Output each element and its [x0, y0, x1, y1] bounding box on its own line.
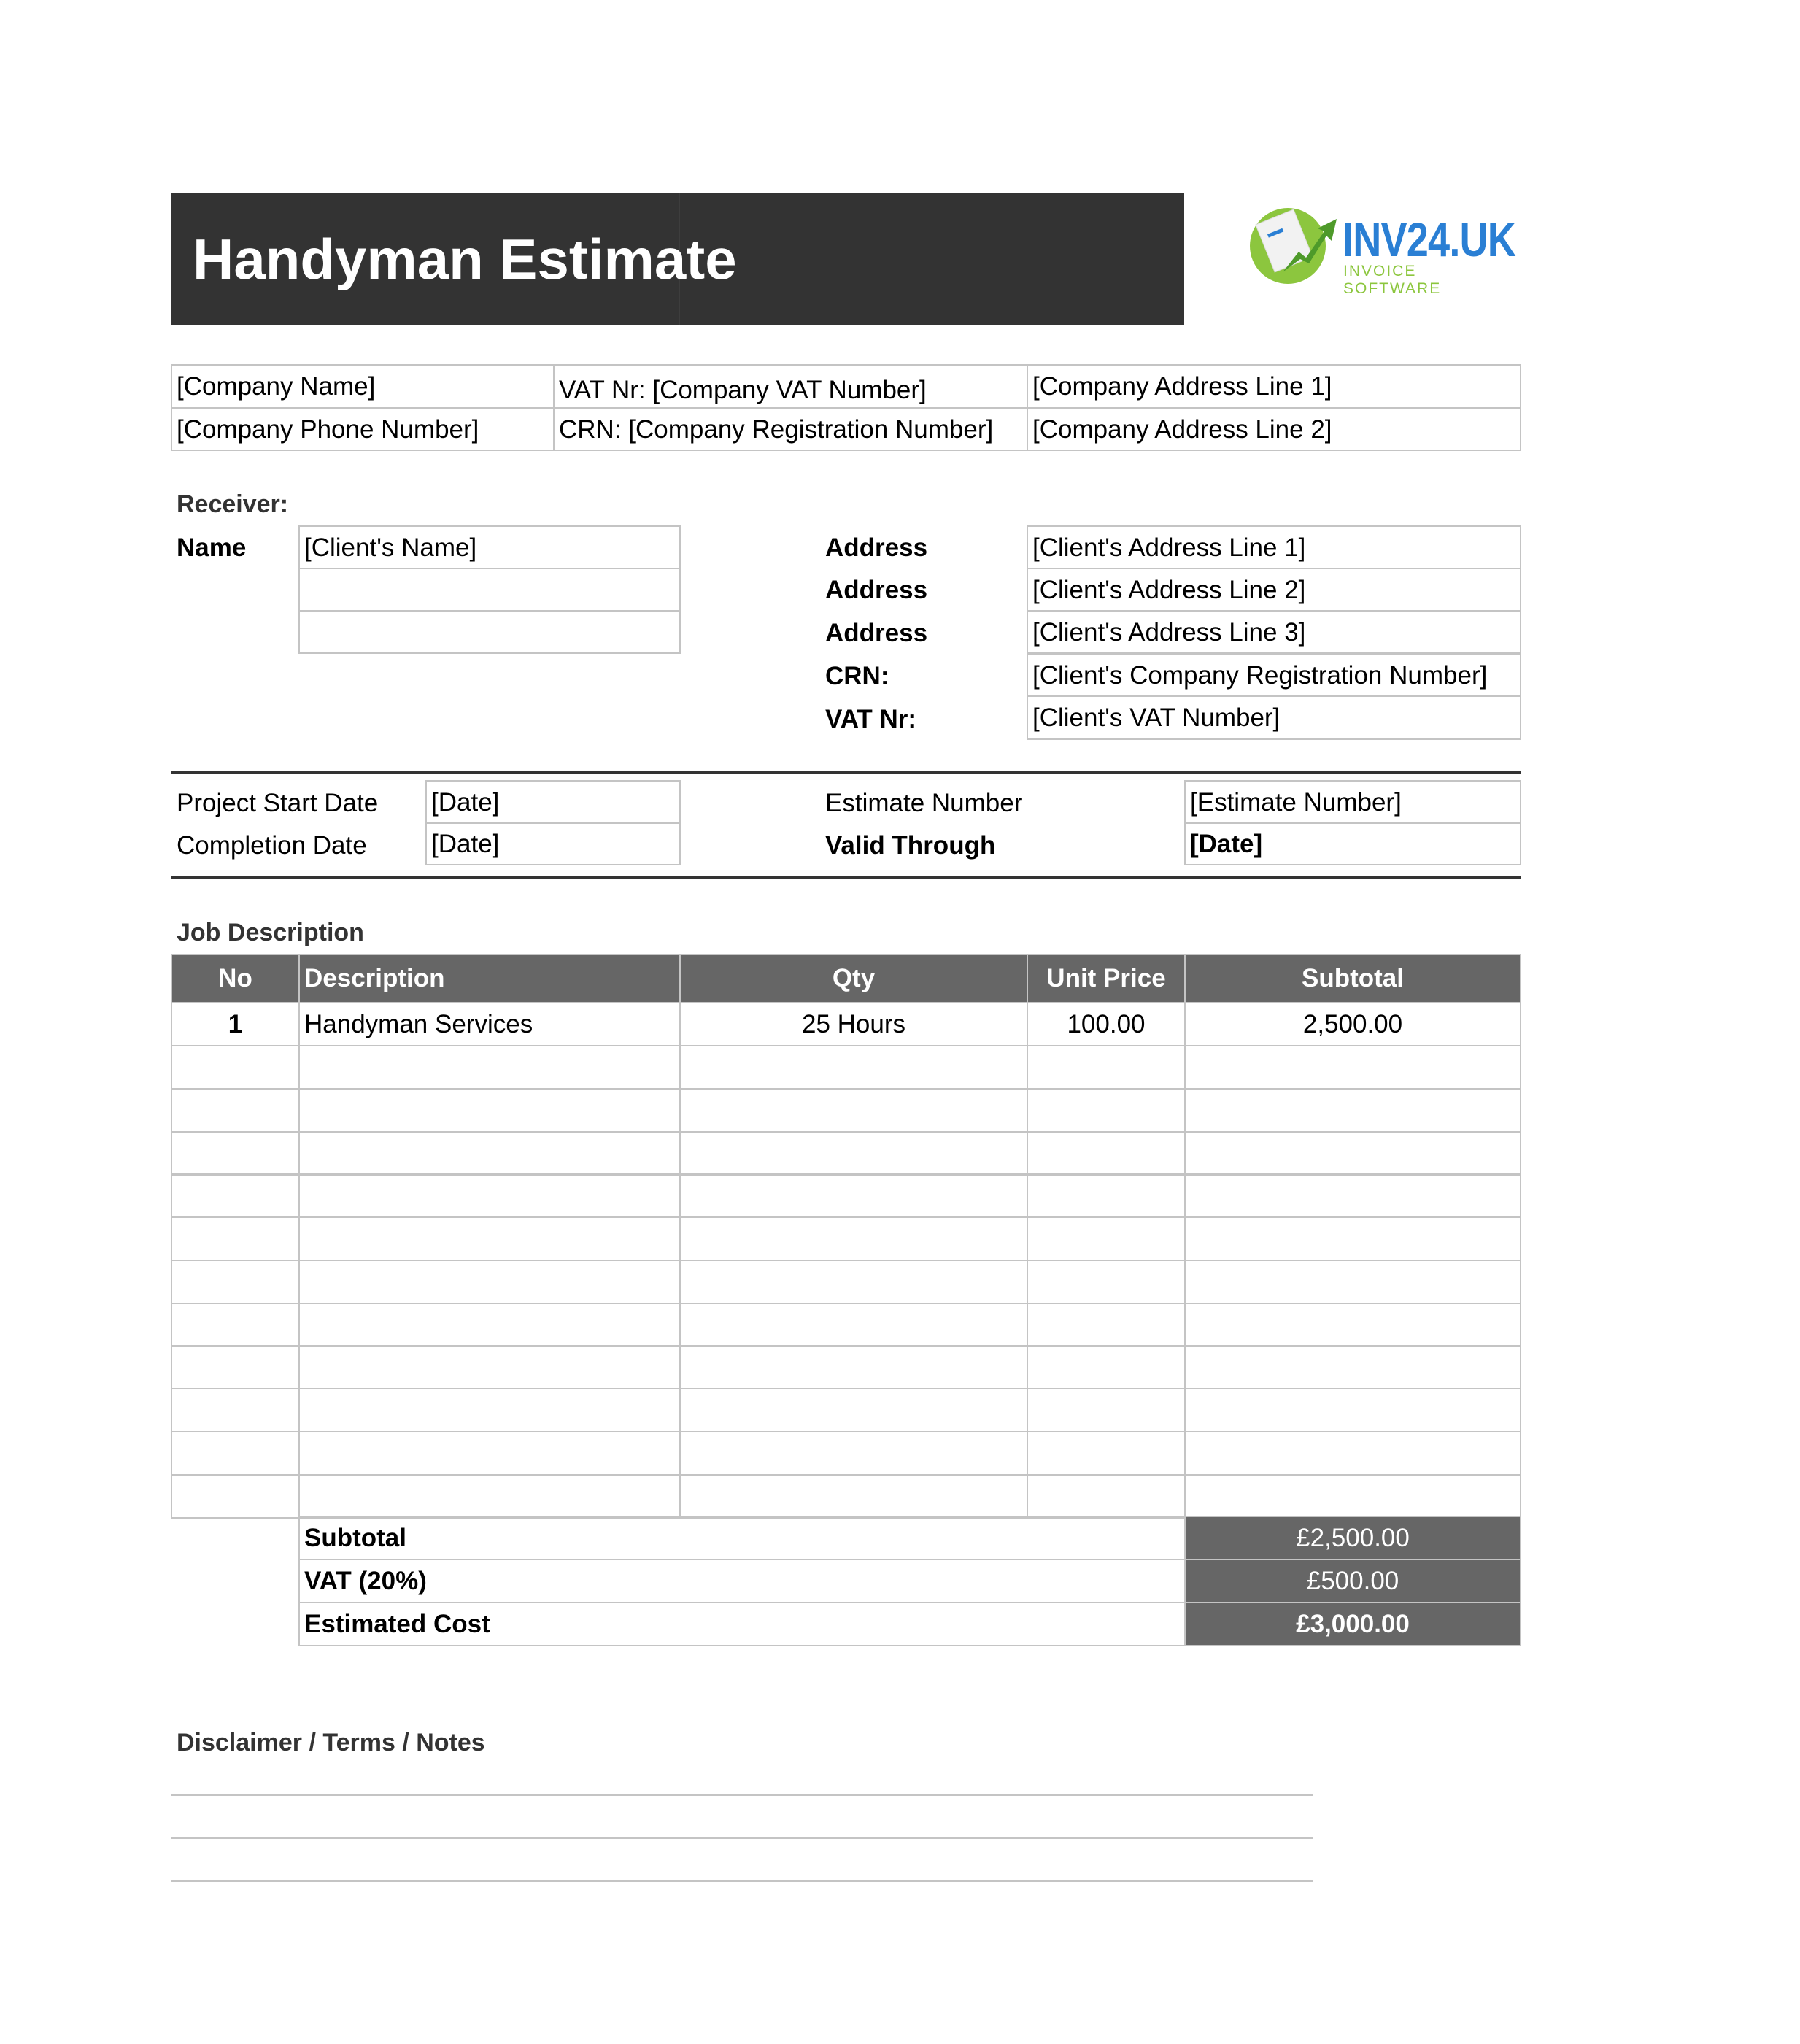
- empty-cell[interactable]: [679, 1045, 1028, 1090]
- empty-cell[interactable]: [1184, 1131, 1521, 1176]
- empty-cell[interactable]: [1184, 1345, 1521, 1389]
- client-address-line-1-field[interactable]: [Client's Address Line 1]: [1027, 525, 1521, 569]
- notes-heading: Disclaimer / Terms / Notes: [177, 1729, 485, 1756]
- empty-cell[interactable]: [1027, 1388, 1186, 1432]
- empty-cell[interactable]: [1184, 1260, 1521, 1304]
- logo-tagline: INVOICE SOFTWARE: [1343, 263, 1442, 297]
- notes-line[interactable]: [171, 1837, 1313, 1839]
- empty-cell[interactable]: [1184, 1431, 1521, 1476]
- page-title: Handyman Estimate: [193, 227, 737, 291]
- receiver-name-label: Name: [177, 533, 247, 562]
- subtotal-label: Subtotal: [298, 1516, 1186, 1560]
- estimated-cost-label: Estimated Cost: [298, 1602, 1186, 1646]
- empty-cell[interactable]: [1027, 1303, 1186, 1347]
- client-address-label: Address: [825, 533, 928, 562]
- section-divider: [171, 876, 1521, 879]
- row-unit-price[interactable]: 100.00: [1027, 1002, 1186, 1046]
- empty-cell[interactable]: [171, 1474, 300, 1519]
- logo-name: INV24.UK: [1343, 212, 1516, 266]
- client-vat-label: VAT Nr:: [825, 705, 917, 733]
- empty-cell[interactable]: [298, 1131, 681, 1176]
- client-vat-field[interactable]: [Client's VAT Number]: [1027, 695, 1521, 740]
- client-name-extra-field[interactable]: [298, 568, 681, 612]
- empty-cell[interactable]: [1184, 1173, 1521, 1218]
- row-subtotal[interactable]: 2,500.00: [1184, 1002, 1521, 1046]
- empty-cell[interactable]: [679, 1303, 1028, 1347]
- row-no[interactable]: 1: [171, 1002, 300, 1046]
- empty-cell[interactable]: [679, 1088, 1028, 1133]
- empty-cell[interactable]: [298, 1388, 681, 1432]
- empty-cell[interactable]: [171, 1303, 300, 1347]
- empty-cell[interactable]: [298, 1173, 681, 1218]
- empty-cell[interactable]: [1184, 1088, 1521, 1133]
- row-qty[interactable]: 25 Hours: [679, 1002, 1028, 1046]
- vat-value: £500.00: [1184, 1559, 1521, 1603]
- empty-cell[interactable]: [1027, 1131, 1186, 1176]
- client-address-label: Address: [825, 576, 928, 604]
- empty-cell[interactable]: [298, 1345, 681, 1389]
- empty-cell[interactable]: [298, 1045, 681, 1090]
- company-name: [Company Name]: [171, 364, 555, 409]
- column-header-no: No: [171, 954, 300, 1003]
- client-crn-field[interactable]: [Client's Company Registration Number]: [1027, 653, 1521, 697]
- project-start-field[interactable]: [Date]: [425, 780, 681, 824]
- empty-cell[interactable]: [171, 1345, 300, 1389]
- company-logo: [1240, 197, 1516, 297]
- estimated-cost-value: £3,000.00: [1184, 1602, 1521, 1646]
- empty-cell[interactable]: [679, 1216, 1028, 1261]
- company-vat: VAT Nr: [Company VAT Number]: [553, 364, 1028, 409]
- empty-cell[interactable]: [1027, 1173, 1186, 1218]
- empty-cell[interactable]: [1027, 1216, 1186, 1261]
- empty-cell[interactable]: [1184, 1474, 1521, 1519]
- company-crn: CRN: [Company Registration Number]: [553, 407, 1028, 451]
- empty-cell[interactable]: [1027, 1345, 1186, 1389]
- vat-label: VAT (20%): [298, 1559, 1186, 1603]
- empty-cell[interactable]: [679, 1260, 1028, 1304]
- empty-cell[interactable]: [171, 1173, 300, 1218]
- estimate-number-label: Estimate Number: [825, 789, 1023, 817]
- empty-cell[interactable]: [171, 1131, 300, 1176]
- empty-cell[interactable]: [1027, 1431, 1186, 1476]
- job-description-heading: Job Description: [177, 919, 364, 946]
- document-growth-arrow-icon: [1248, 201, 1343, 288]
- completion-date-field[interactable]: [Date]: [425, 822, 681, 865]
- column-header-qty: Qty: [679, 954, 1028, 1003]
- empty-cell[interactable]: [679, 1474, 1028, 1519]
- client-address-label: Address: [825, 619, 928, 647]
- empty-cell[interactable]: [1027, 1260, 1186, 1304]
- empty-cell[interactable]: [298, 1216, 681, 1261]
- empty-cell[interactable]: [1184, 1388, 1521, 1432]
- empty-cell[interactable]: [1184, 1303, 1521, 1347]
- client-address-line-3-field[interactable]: [Client's Address Line 3]: [1027, 610, 1521, 654]
- empty-cell[interactable]: [171, 1045, 300, 1090]
- column-header-unit-price: Unit Price: [1027, 954, 1186, 1003]
- column-header-subtotal: Subtotal: [1184, 954, 1521, 1003]
- section-divider: [171, 771, 1521, 774]
- empty-cell[interactable]: [298, 1088, 681, 1133]
- empty-cell[interactable]: [679, 1345, 1028, 1389]
- client-name-extra-field[interactable]: [298, 610, 681, 654]
- valid-through-field[interactable]: [Date]: [1184, 822, 1521, 865]
- empty-cell[interactable]: [171, 1431, 300, 1476]
- notes-line[interactable]: [171, 1794, 1313, 1796]
- empty-cell[interactable]: [1027, 1474, 1186, 1519]
- column-header-description: Description: [298, 954, 681, 1003]
- empty-cell[interactable]: [171, 1216, 300, 1261]
- client-crn-label: CRN:: [825, 662, 889, 690]
- empty-cell[interactable]: [1027, 1045, 1186, 1090]
- completion-date-label: Completion Date: [177, 831, 367, 860]
- client-name-field[interactable]: [Client's Name]: [298, 525, 681, 569]
- empty-cell[interactable]: [679, 1431, 1028, 1476]
- title-banner: [171, 193, 1184, 325]
- empty-cell[interactable]: [298, 1303, 681, 1347]
- empty-cell[interactable]: [679, 1131, 1028, 1176]
- company-phone: [Company Phone Number]: [171, 407, 555, 451]
- empty-cell[interactable]: [298, 1474, 681, 1519]
- subtotal-value: £2,500.00: [1184, 1516, 1521, 1560]
- estimate-number-field[interactable]: [Estimate Number]: [1184, 780, 1521, 824]
- company-address-line-2: [Company Address Line 2]: [1027, 407, 1521, 451]
- receiver-heading: Receiver:: [177, 490, 289, 518]
- notes-line[interactable]: [171, 1880, 1313, 1882]
- empty-cell[interactable]: [1184, 1045, 1521, 1090]
- empty-cell[interactable]: [171, 1260, 300, 1304]
- empty-cell[interactable]: [298, 1260, 681, 1304]
- empty-cell[interactable]: [1184, 1216, 1521, 1261]
- row-description[interactable]: Handyman Services: [298, 1002, 681, 1046]
- client-address-line-2-field[interactable]: [Client's Address Line 2]: [1027, 568, 1521, 612]
- empty-cell[interactable]: [679, 1173, 1028, 1218]
- project-start-label: Project Start Date: [177, 789, 379, 817]
- empty-cell[interactable]: [171, 1388, 300, 1432]
- empty-cell[interactable]: [171, 1088, 300, 1133]
- empty-cell[interactable]: [679, 1388, 1028, 1432]
- empty-cell[interactable]: [1027, 1088, 1186, 1133]
- valid-through-label: Valid Through: [825, 831, 996, 860]
- empty-cell[interactable]: [298, 1431, 681, 1476]
- company-address-line-1: [Company Address Line 1]: [1027, 364, 1521, 409]
